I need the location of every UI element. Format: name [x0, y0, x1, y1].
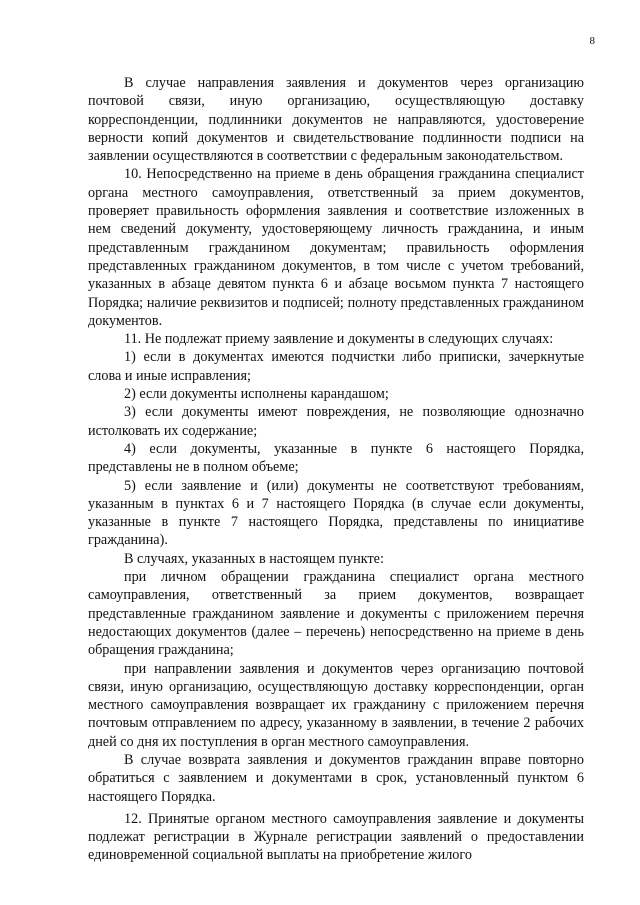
document-body	[88, 74, 584, 865]
paragraph-item-11: 11. Не подлежат приему заявление и документы в следующих случаях:	[124, 331, 554, 348]
list-item-3: 3) если документы имеют повреждения, не позволяющие однозначно истолковать их содержание;	[88, 404, 584, 439]
paragraph-postal-submission: В случае направления заявления и документов через организацию почтовой связи, иную организацию, осуществляющую доставку корреспонденции, подлинники документов не направляются, удостоверение верности копий документов и свидетельствование подлинности подписи на заявлении осуществляются в соответствии с федеральным законодательством.	[88, 75, 584, 165]
page-number: 8	[589, 35, 595, 47]
paragraph-item-10: 10. Непосредственно на приеме в день обращения гражданина специалист органа местного самоуправления, ответственный за прием документов, проверяет правильность оформления заявления и соответствие изложенных в нем сведений документу, удостоверяющему личность гражданина, и иным представленным гражданином документам; правильность оформления представленных гражданином документов, в том числе с учетом требований, указанных в абзаце девятом пункта 6 и абзаце восьмом пункта 7 настоящего Порядка; наличие реквизитов и подписей; полноту представленных гражданином документов.	[88, 166, 584, 329]
list-item-1: 1) если в документах имеются подчистки либо приписки, зачеркнутые слова и иные исправления;	[88, 349, 584, 384]
list-item-5: 5) если заявление и (или) документы не соответствуют требованиям, указанным в пунктах 6 и 7 настоящего Порядка (в случае если документы, указанные в пункте 7 настоящего Порядка, представлены по инициативе гражданина).	[88, 477, 584, 549]
list-item-2: 2) если документы исполнены карандашом;	[124, 386, 389, 403]
paragraph-resubmission: В случае возврата заявления и документов гражданин вправе повторно обратиться с заявлением и документами в срок, установленный пунктом 6 настоящего Порядка.	[88, 751, 584, 805]
paragraph-postal-return: при направлении заявления и документов через организацию почтовой связи, иную организацию, осуществляющую доставку корреспонденции, орган местного самоуправления возвращает их гражданину с приложением перечня почтовым отправлением по адресу, указанному в заявлении, в течение 2 рабочих дней со дня их поступления в орган местного самоуправления.	[88, 660, 584, 750]
paragraph-cases-intro: В случаях, указанных в настоящем пункте:	[124, 550, 384, 567]
paragraph-personal-visit: при личном обращении гражданина специалист органа местного самоуправления, ответственный за прием документов, возвращает представленные гражданином заявление и документы с приложением перечня недостающих документов (далее – перечень) непосредственно на приеме в день обращения гражданина;	[88, 569, 584, 659]
list-item-4: 4) если документы, указанные в пункте 6 настоящего Порядка, представлены не в полном объеме;	[88, 440, 584, 476]
paragraph-item-12: 12. Принятые органом местного самоуправления заявление и документы подлежат регистрации в Журнале регистрации заявлений о предоставлении единовременной социальной выплаты на приобретение жилого	[88, 810, 584, 864]
